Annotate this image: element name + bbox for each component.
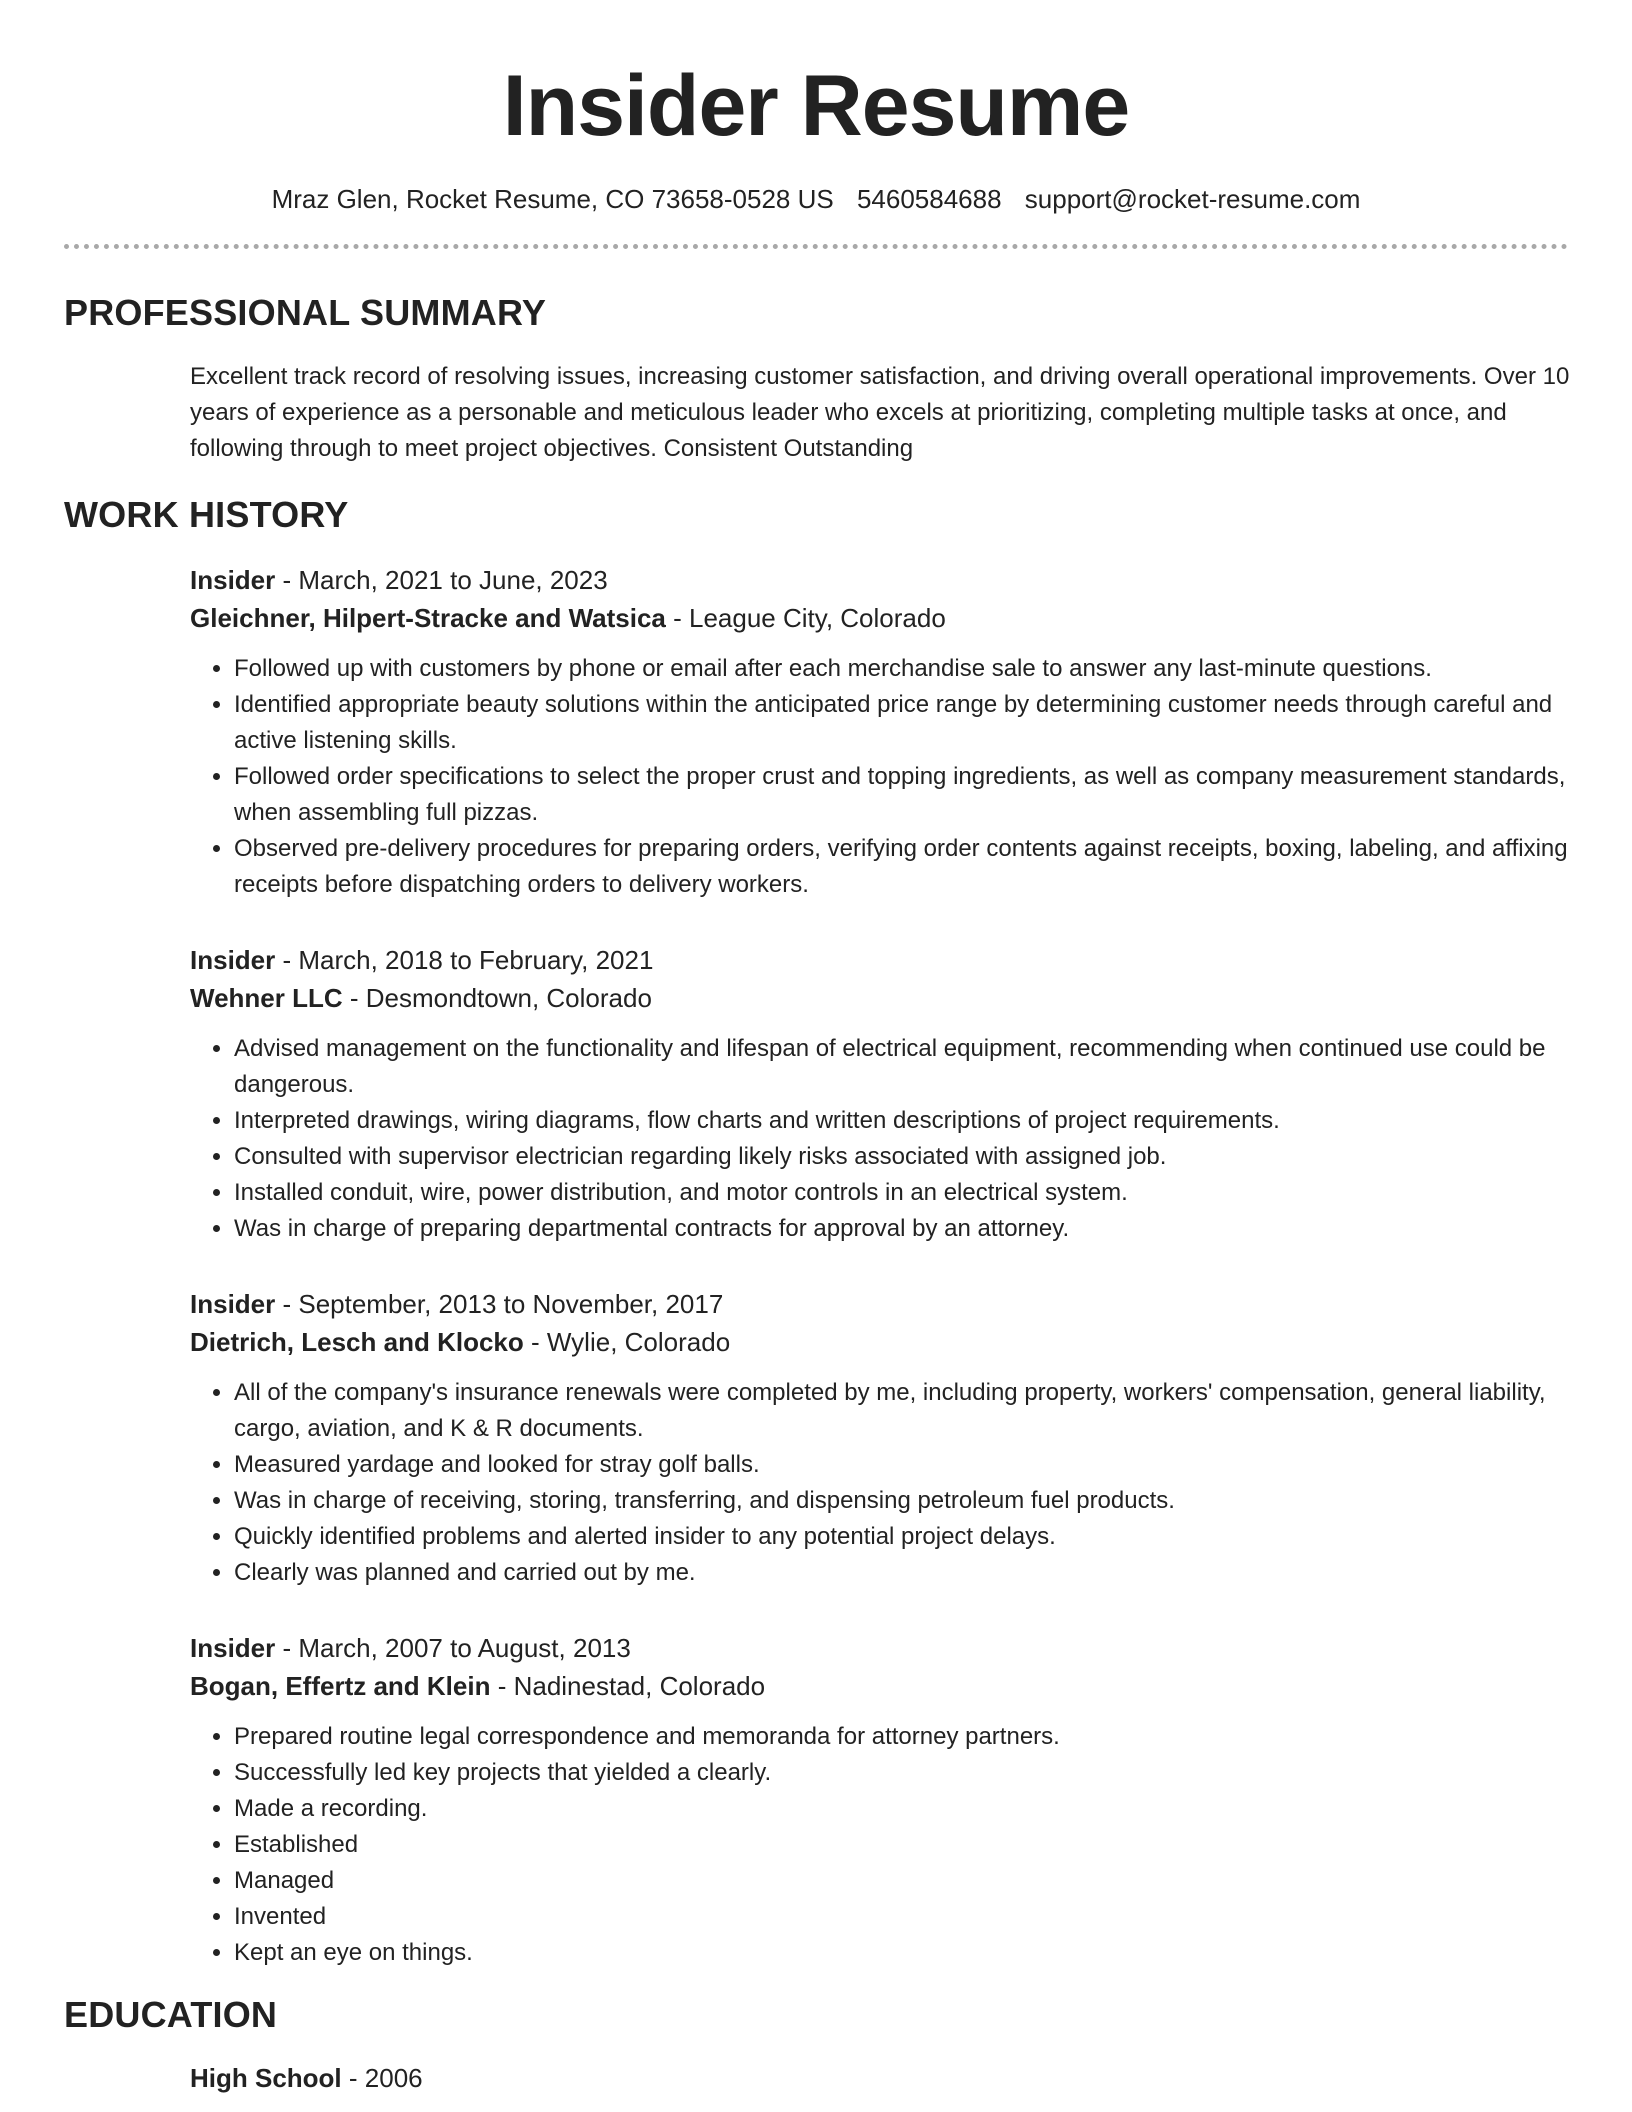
duty-item: • Consulted with supervisor electrician regarding likely risks associated with assigned job. — [234, 1139, 1574, 1175]
education-year: - 2006 — [348, 2063, 423, 2093]
job-title-line — [190, 941, 1568, 979]
job-entry — [190, 1629, 1568, 1971]
duty-item: • Was in charge of preparing departmental contracts for approval by an attorney. — [234, 1211, 1574, 1247]
job-location: - Desmondtown, Colorado — [349, 983, 652, 1013]
job-company: Gleichner, Hilpert-Stracke and Watsica — [190, 603, 666, 633]
contact-phone: 5460584688 — [856, 184, 1002, 214]
job-company-line — [190, 599, 1568, 637]
job-location: - Nadinestad, Colorado — [497, 1671, 766, 1701]
job-company-line — [190, 1667, 1568, 1705]
job-company-line — [190, 979, 1568, 1017]
job-entry — [190, 941, 1568, 1247]
job-company: Bogan, Effertz and Klein — [190, 1671, 491, 1701]
education-heading: EDUCATION — [64, 1994, 278, 2035]
duty-item: • Followed up with customers by phone or email after each merchandise sale to answer any last-minute questions. — [234, 651, 1574, 687]
job-entry — [190, 561, 1568, 903]
job-title: Insider — [190, 1633, 276, 1663]
header-divider — [64, 244, 1568, 249]
duty-item: • Followed order specifications to select the proper crust and topping ingredients, as well as company measurement standards, when assembling full pizzas. — [234, 759, 1574, 831]
duty-item: • Invented — [234, 1899, 1574, 1935]
job-dates: - March, 2018 to February, 2021 — [282, 945, 654, 975]
contact-info — [64, 182, 1568, 216]
job-duties — [190, 651, 1574, 903]
duty-item: • Observed pre-delivery procedures for preparing orders, verifying order contents against receipts, boxing, labeling, and affixing receipts before dispatching orders to delivery workers. — [234, 831, 1574, 903]
duty-item: • Prepared routine legal correspondence and memoranda for attorney partners. — [234, 1719, 1574, 1755]
job-title: Insider — [190, 1289, 276, 1319]
job-company: Dietrich, Lesch and Klocko — [190, 1327, 524, 1357]
duty-item: • Clearly was planned and carried out by me. — [234, 1555, 1574, 1591]
education-entry — [190, 2059, 1568, 2097]
resume-page — [64, 0, 1568, 2097]
duty-item: • Quickly identified problems and alerted insider to any potential project delays. — [234, 1519, 1574, 1555]
job-location: - League City, Colorado — [673, 603, 946, 633]
duty-item: • Was in charge of receiving, storing, transferring, and dispensing petroleum fuel products. — [234, 1483, 1574, 1519]
job-dates: - March, 2007 to August, 2013 — [282, 1633, 631, 1663]
education-list — [190, 2059, 1568, 2097]
duty-item: • All of the company's insurance renewals were completed by me, including property, workers' compensation, general liability, cargo, aviation, and K & R documents. — [234, 1375, 1574, 1447]
job-duties — [190, 1375, 1574, 1591]
work-history-list — [190, 561, 1568, 1971]
summary-text: Excellent track record of resolving issues, increasing customer satisfaction, and driving overall operational improvements. Over 10 years of experience as a personable and meticulous leader who excels at prioritizing, completing multiple tasks at once, and following through to meet project objectives. Consistent Outstanding — [190, 363, 1570, 462]
duty-item: • Measured yardage and looked for stray golf balls. — [234, 1447, 1574, 1483]
job-dates: - September, 2013 to November, 2017 — [282, 1289, 724, 1319]
job-duties — [190, 1031, 1574, 1247]
job-location: - Wylie, Colorado — [530, 1327, 731, 1357]
job-company-line — [190, 1323, 1568, 1361]
job-title-line — [190, 561, 1568, 599]
job-title-line — [190, 1629, 1568, 1667]
duty-item: • Advised management on the functionality and lifespan of electrical equipment, recommending when continued use could be dangerous. — [234, 1031, 1574, 1103]
duty-item: • Managed — [234, 1863, 1574, 1899]
duty-item: • Installed conduit, wire, power distribution, and motor controls in an electrical system. — [234, 1175, 1574, 1211]
job-duties — [190, 1719, 1574, 1971]
education-degree: High School — [190, 2063, 342, 2093]
contact-address: Mraz Glen, Rocket Resume, CO 73658-0528 US — [271, 184, 834, 214]
duty-item: • Interpreted drawings, wiring diagrams, flow charts and written descriptions of project requirements. — [234, 1103, 1574, 1139]
job-dates: - March, 2021 to June, 2023 — [282, 565, 608, 595]
contact-email: support@rocket-resume.com — [1024, 184, 1361, 214]
duty-item: • Identified appropriate beauty solutions within the anticipated price range by determining customer needs through careful and active listening skills. — [234, 687, 1574, 759]
resume-title: Insider Resume — [502, 58, 1130, 154]
job-entry — [190, 1285, 1568, 1591]
duty-item: • Successfully led key projects that yielded a clearly. — [234, 1755, 1574, 1791]
duty-item: • Established — [234, 1827, 1574, 1863]
summary-heading: PROFESSIONAL SUMMARY — [64, 292, 547, 333]
duty-item: • Kept an eye on things. — [234, 1935, 1574, 1971]
job-title: Insider — [190, 565, 276, 595]
job-title: Insider — [190, 945, 276, 975]
job-company: Wehner LLC — [190, 983, 343, 1013]
duty-item: • Made a recording. — [234, 1791, 1574, 1827]
job-title-line — [190, 1285, 1568, 1323]
work-history-heading: WORK HISTORY — [64, 494, 349, 535]
